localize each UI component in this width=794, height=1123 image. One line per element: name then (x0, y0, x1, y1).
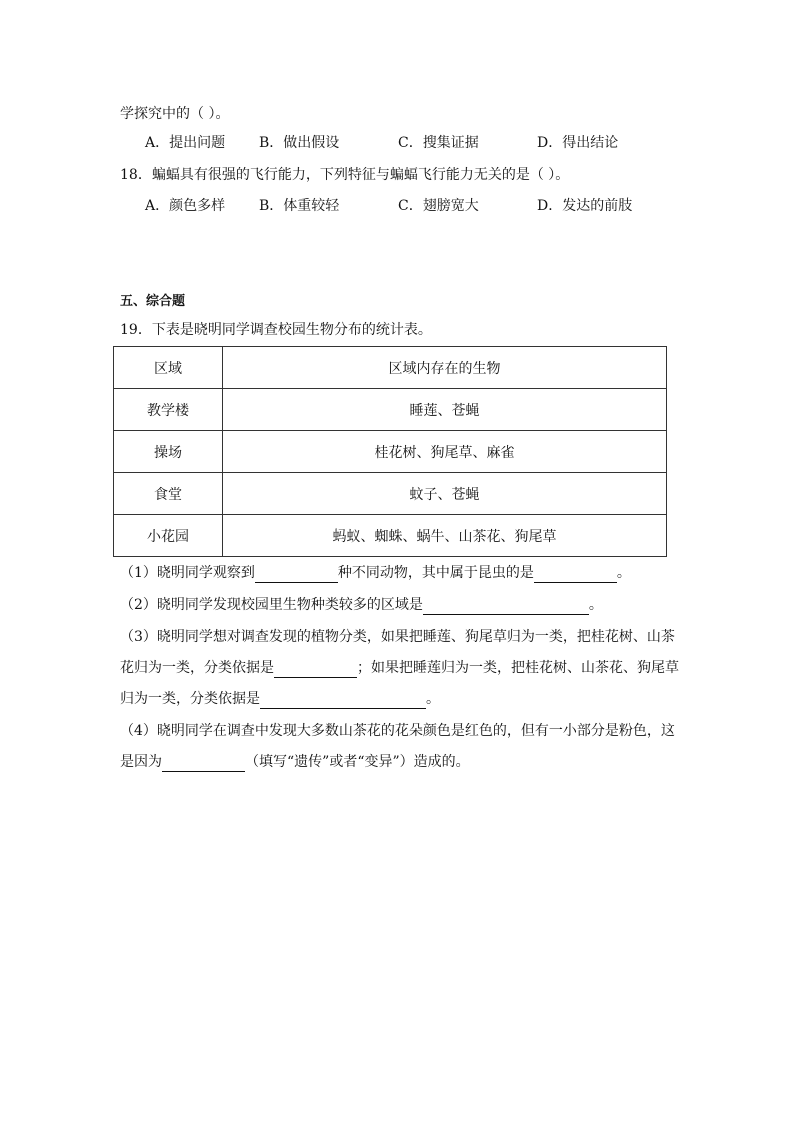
q17-option-b: B．做出假设 (259, 135, 340, 151)
survey-table (113, 346, 667, 557)
organisms-cell: 桂花树、狗尾草、麻雀 (223, 431, 667, 473)
sub1-text-a: （1）晓明同学观察到 (120, 565, 255, 581)
section-title: 五、综合题 (120, 294, 186, 309)
organisms-cell: 睡莲、苍蝇 (223, 389, 667, 431)
q19-sub4-line2 (120, 752, 470, 772)
sub3-text-2a: 花归为一类，分类依据是 (120, 660, 274, 676)
sub1-text-c: 。 (616, 565, 631, 581)
table-row (114, 515, 667, 557)
table-row (114, 473, 667, 515)
sub3-text-3a: 归为一类，分类依据是 (120, 691, 260, 707)
region-cell: 小花园 (114, 515, 223, 557)
sub1-text-b: 种不同动物，其中属于昆虫的是 (337, 565, 534, 581)
header-cell-region: 区域 (114, 347, 223, 389)
answer-blank-basis-1[interactable] (274, 661, 357, 678)
q19-sub3-line2 (120, 658, 679, 678)
q19-sub3-line3 (120, 689, 440, 709)
table-header-row (114, 347, 667, 389)
header-cell-organisms: 区域内存在的生物 (223, 347, 667, 389)
q17-option-d: D．得出结论 (537, 135, 619, 151)
sub3-text-2b: ；如果把睡莲归为一类，把桂花树、山茶花、狗尾草 (357, 660, 679, 676)
region-cell: 教学楼 (114, 389, 223, 431)
answer-blank-insects[interactable] (534, 566, 617, 583)
table-row (114, 389, 667, 431)
q17-option-c: C．搜集证据 (398, 135, 479, 151)
q17-option-a: A．提出问题 (145, 135, 226, 151)
region-cell: 操场 (114, 431, 223, 473)
q19-sub2 (120, 595, 603, 615)
q18-option-d: D．发达的前肢 (537, 198, 633, 214)
q18-option-b: B．体重较轻 (259, 198, 340, 214)
sub4-text-2b: （填写“遗传”或者“变异”）造成的。 (245, 754, 470, 770)
answer-blank-animal-count[interactable] (255, 566, 338, 583)
answer-blank-region[interactable] (423, 598, 589, 615)
q17-continuation: 学探究中的（ ）。 (120, 106, 230, 122)
sub4-text-2a: 是因为 (120, 754, 162, 770)
sub2-text-b: 。 (588, 597, 603, 613)
q19-stem: 19．下表是晓明同学调查校园生物分布的统计表。 (120, 322, 432, 338)
organisms-cell: 蚂蚁、蜘蛛、蜗牛、山茶花、狗尾草 (223, 515, 667, 557)
q18-option-a: A．颜色多样 (145, 198, 226, 214)
region-cell: 食堂 (114, 473, 223, 515)
answer-blank-heredity-variation[interactable] (162, 755, 245, 772)
q19-sub1 (120, 563, 631, 583)
answer-blank-basis-2[interactable] (260, 692, 426, 709)
sub2-text-a: （2）晓明同学发现校园里生物种类较多的区域是 (120, 597, 423, 613)
q19-sub3-line1: （3）晓明同学想对调查发现的植物分类，如果把睡莲、狗尾草归为一类，把桂花树、山茶 (120, 629, 675, 645)
q18-option-c: C．翅膀宽大 (398, 198, 479, 214)
q18-stem: 18．蝙蝠具有很强的飞行能力，下列特征与蝙蝠飞行能力无关的是（ ）。 (120, 167, 570, 183)
table-row (114, 431, 667, 473)
sub3-text-3b: 。 (426, 691, 440, 707)
q19-sub4-line1: （4）晓明同学在调查中发现大多数山茶花的花朵颜色是红色的，但有一小部分是粉色，这 (120, 723, 675, 739)
organisms-cell: 蚊子、苍蝇 (223, 473, 667, 515)
